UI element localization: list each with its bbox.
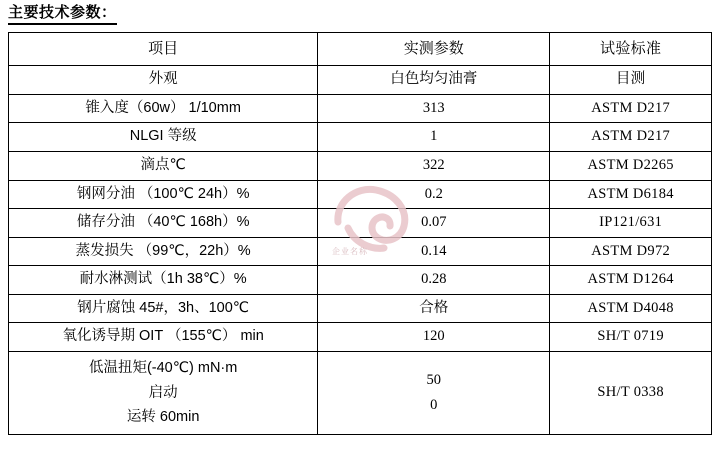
row-item: NLGI 等级: [9, 123, 318, 152]
table-row: [9, 209, 712, 238]
row-item-line2: 启动: [148, 384, 178, 401]
row-standard: ASTM D972: [550, 237, 712, 266]
row-item-line3: 运转 60min: [126, 409, 200, 426]
row-standard: ASTM D2265: [550, 151, 712, 180]
row-standard: ASTM D6184: [550, 180, 712, 209]
row-standard: ASTM D217: [550, 123, 712, 152]
table-row: [9, 123, 712, 152]
row-item: 储存分油 （40℃ 168h）%: [9, 209, 318, 238]
row-item: 氧化诱导期 OIT （155℃） min: [9, 323, 318, 352]
row-value-line1: 50: [426, 372, 442, 389]
row-value: 1: [318, 123, 550, 152]
row-value: 0.14: [318, 237, 550, 266]
column-header-item: 项目: [9, 33, 318, 66]
watermark-label: 企业名称: [332, 247, 368, 256]
row-item: 钢网分油 （100℃ 24h）%: [9, 180, 318, 209]
table-row: [9, 94, 712, 123]
column-header-value: 实测参数: [318, 33, 550, 66]
column-header-standard: 试验标准: [550, 33, 712, 66]
row-value: 313: [318, 94, 550, 123]
row-value: 322: [318, 151, 550, 180]
row-value: 0.28: [318, 266, 550, 295]
row-item: 蒸发损失 （99℃，22h）%: [9, 237, 318, 266]
table-row-low-temperature-torque: [9, 351, 712, 434]
row-standard: 目测: [550, 66, 712, 95]
row-standard: SH/T 0338: [550, 351, 712, 434]
row-value: 合格: [318, 294, 550, 323]
row-item: 钢片腐蚀 45#，3h、100℃: [9, 294, 318, 323]
row-standard: IP121/631: [550, 209, 712, 238]
row-item: 外观: [9, 66, 318, 95]
row-item-line1: 低温扭矩(-40℃) mN·m: [88, 359, 238, 376]
row-value: 0.2: [318, 180, 550, 209]
table-row: [9, 266, 712, 295]
table-header-row: [9, 33, 712, 66]
row-value: 120: [318, 323, 550, 352]
row-value-line2: 0: [430, 396, 438, 413]
table-row: [9, 180, 712, 209]
row-item: [9, 351, 318, 434]
table-row: [9, 323, 712, 352]
row-standard: ASTM D217: [550, 94, 712, 123]
spec-table: [8, 32, 712, 435]
row-value: [318, 351, 550, 434]
row-value: 白色均匀油膏: [318, 66, 550, 95]
row-item: 锥入度（60w） 1/10mm: [9, 94, 318, 123]
row-standard: ASTM D4048: [550, 294, 712, 323]
row-standard: ASTM D1264: [550, 266, 712, 295]
row-value: 0.07: [318, 209, 550, 238]
table-row: [9, 294, 712, 323]
table-row: [9, 237, 712, 266]
table-row: [9, 66, 712, 95]
row-item: 滴点℃: [9, 151, 318, 180]
page-title: 主要技术参数：: [8, 4, 117, 25]
spec-table-container: [8, 32, 712, 435]
row-item: 耐水淋测试（1h 38℃）%: [9, 266, 318, 295]
row-standard: SH/T 0719: [550, 323, 712, 352]
table-row: [9, 151, 712, 180]
